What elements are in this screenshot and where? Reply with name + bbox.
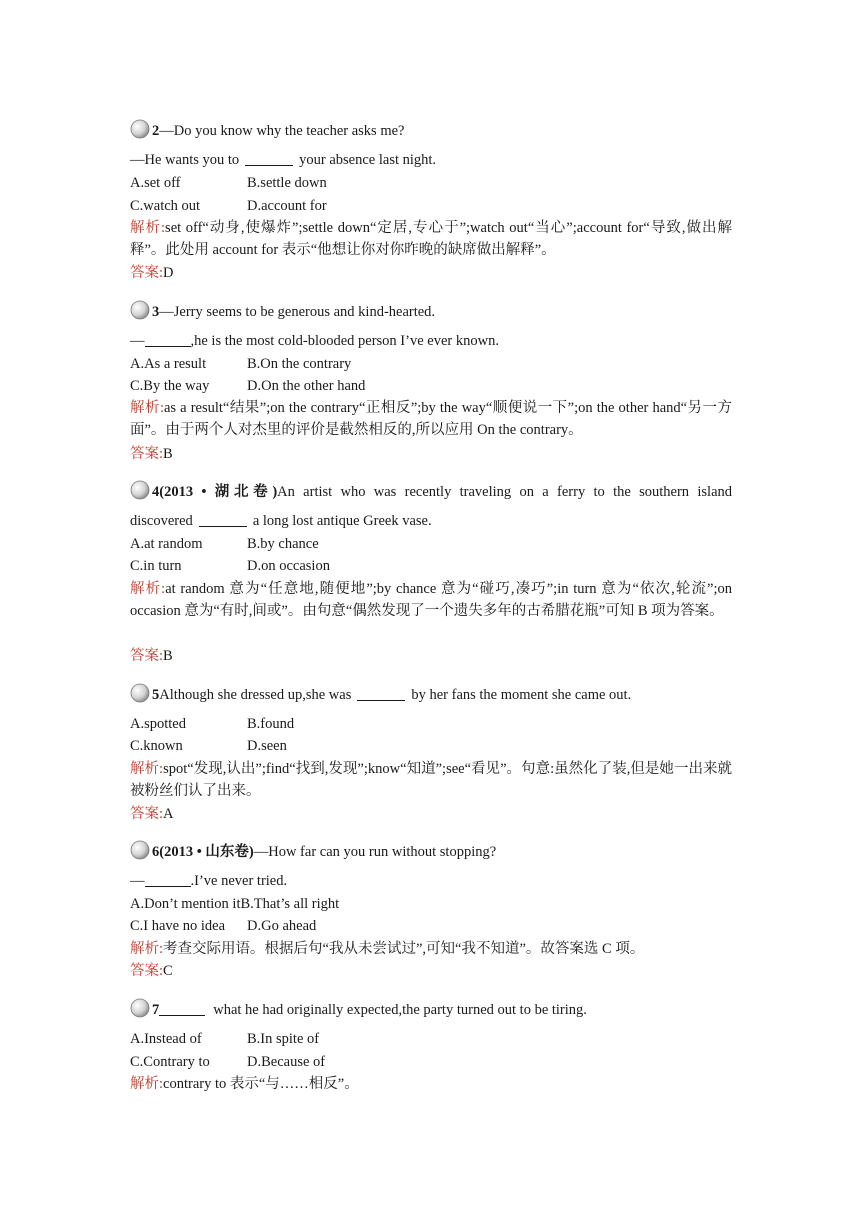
analysis-label: 解析: bbox=[130, 581, 166, 597]
answer-value: D bbox=[163, 265, 174, 281]
analysis-label: 解析: bbox=[130, 761, 164, 777]
analysis-label: 解析: bbox=[130, 220, 166, 236]
analysis-label: 解析: bbox=[130, 941, 164, 957]
question-2-stem bbox=[130, 119, 732, 142]
option-c: C.I have no idea bbox=[130, 918, 226, 934]
question-number: 4 bbox=[152, 484, 160, 500]
analysis-text: spot“发现,认出”;find“找到,发现”;know“知道”;see“看见”。句意:虽然化了装,但是她一出来就被粉丝们认了出来。 bbox=[130, 761, 732, 799]
option-c: C.known bbox=[130, 738, 183, 754]
question-marker-icon bbox=[130, 300, 150, 320]
analysis-text: at random 意为“任意地,随便地”;by chance 意为“碰巧,凑巧”;in turn 意为“依次,轮流”;on occasion 意为“有时,间或”。由句意“偶然发现了一个遗失多年的古希腊花瓶”可知 B 项为答案。 bbox=[130, 581, 733, 619]
option-d: D.On the other hand bbox=[247, 378, 366, 394]
option-c: C.By the way bbox=[130, 378, 210, 394]
question-marker-icon bbox=[130, 998, 150, 1018]
option-d: D.account for bbox=[247, 198, 327, 214]
question-6-options-row1 bbox=[130, 893, 732, 915]
option-a: A.Don’t mention it bbox=[130, 896, 241, 912]
question-5-options-row1 bbox=[130, 713, 732, 735]
answer-value: B bbox=[163, 446, 173, 462]
question-5-stem: 5Although she dressed up,she was by her fans the moment she came out. bbox=[130, 683, 732, 706]
option-b: B.by chance bbox=[247, 536, 319, 552]
question-2-options-row1 bbox=[130, 172, 732, 194]
answer-label: 答案: bbox=[130, 648, 164, 664]
question-source: (2013 • 山东卷) bbox=[159, 844, 254, 860]
question-source: (2013 • 湖北卷) bbox=[159, 484, 278, 500]
answer-blank bbox=[245, 151, 293, 166]
question-number: 5 bbox=[152, 687, 160, 703]
answer-label: 答案: bbox=[130, 265, 164, 281]
option-b: B.In spite of bbox=[247, 1031, 320, 1047]
answer-value: B bbox=[163, 648, 173, 664]
answer-blank bbox=[357, 686, 405, 701]
question-4-answer bbox=[130, 645, 732, 667]
analysis-text: 考查交际用语。根据后句“我从未尝试过”,可知“我不知道”。故答案选 C 项。 bbox=[163, 941, 645, 957]
answer-blank bbox=[159, 1001, 205, 1016]
question-number: 3 bbox=[152, 304, 160, 320]
question-4-stem bbox=[130, 480, 732, 503]
answer-value: C bbox=[163, 963, 173, 979]
question-marker-icon bbox=[130, 119, 150, 139]
analysis-label: 解析: bbox=[130, 1076, 164, 1092]
option-a: A.spotted bbox=[130, 716, 186, 732]
option-b: B.That’s all right bbox=[240, 896, 340, 912]
question-7-analysis bbox=[130, 1073, 732, 1095]
question-4-analysis bbox=[130, 578, 732, 622]
option-b: B.On the contrary bbox=[247, 356, 352, 372]
analysis-text: as a result“结果”;on the contrary“正相反”;by the way“顺便说一下”;on the other hand“另一方面”。由于两个人对杰里的评价是截然相反的,所以应用 On the contrary。 bbox=[130, 400, 732, 438]
stem-text: —Do you know why the teacher asks me? bbox=[159, 123, 405, 139]
question-2-analysis bbox=[130, 217, 732, 261]
question-3-line2: — ,he is the most cold-blooded person I’ve ever known. bbox=[130, 333, 499, 349]
answer-label: 答案: bbox=[130, 446, 164, 462]
answer-blank bbox=[145, 872, 191, 887]
question-3-answer bbox=[130, 443, 732, 465]
question-3-options-row1 bbox=[130, 353, 732, 375]
option-c: C.in turn bbox=[130, 558, 182, 574]
question-7-stem: 7 what he had originally expected,the party turned out to be tiring. bbox=[130, 998, 732, 1021]
question-4-options-row1 bbox=[130, 533, 732, 555]
question-marker-icon bbox=[130, 840, 150, 860]
question-marker-icon bbox=[130, 480, 150, 500]
answer-blank bbox=[145, 332, 191, 347]
question-6-line2: — .I’ve never tried. bbox=[130, 873, 288, 889]
question-2-line2: —He wants you to your absence last night. bbox=[130, 152, 437, 168]
stem-text: An artist who was recently traveling on a ferry to the southern island bbox=[277, 484, 732, 500]
question-4-line2: discovered a long lost antique Greek vase. bbox=[130, 513, 432, 529]
option-d: D.Because of bbox=[247, 1054, 326, 1070]
option-a: A.at random bbox=[130, 536, 203, 552]
question-number: 6 bbox=[152, 844, 160, 860]
question-number: 7 bbox=[152, 1002, 160, 1018]
question-2-answer bbox=[130, 262, 732, 284]
option-b: B.settle down bbox=[247, 175, 327, 191]
question-3-stem bbox=[130, 300, 732, 323]
analysis-label: 解析: bbox=[130, 400, 164, 416]
stem-text: —Jerry seems to be generous and kind-hearted. bbox=[159, 304, 436, 320]
option-c: C.Contrary to bbox=[130, 1054, 210, 1070]
question-6-stem bbox=[130, 840, 732, 863]
question-7-options-row1 bbox=[130, 1028, 732, 1050]
question-3-options-row2 bbox=[130, 375, 732, 397]
option-c: C.watch out bbox=[130, 198, 201, 214]
answer-value: A bbox=[163, 806, 174, 822]
stem-text: —How far can you run without stopping? bbox=[253, 844, 497, 860]
option-a: A.As a result bbox=[130, 356, 207, 372]
question-5-options-row2 bbox=[130, 735, 732, 757]
option-d: D.Go ahead bbox=[247, 918, 317, 934]
question-7-options-row2 bbox=[130, 1051, 732, 1073]
option-d: D.on occasion bbox=[247, 558, 330, 574]
question-4-options-row2 bbox=[130, 555, 732, 577]
option-b: B.found bbox=[247, 716, 295, 732]
answer-blank bbox=[199, 512, 247, 527]
question-5-answer bbox=[130, 803, 732, 825]
option-a: A.set off bbox=[130, 175, 181, 191]
analysis-text: set off“动身,使爆炸”;settle down“定居,专心于”;watch out“当心”;account for“导致,做出解释”。此处用 account for 表示“他想让你对你昨晚的缺席做出解释”。 bbox=[130, 220, 732, 258]
option-d: D.seen bbox=[247, 738, 287, 754]
answer-label: 答案: bbox=[130, 806, 164, 822]
option-a: A.Instead of bbox=[130, 1031, 202, 1047]
answer-label: 答案: bbox=[130, 963, 164, 979]
question-2-options-row2 bbox=[130, 195, 732, 217]
question-marker-icon bbox=[130, 683, 150, 703]
question-number: 2 bbox=[152, 123, 160, 139]
question-5-analysis bbox=[130, 758, 732, 802]
analysis-text: contrary to 表示“与……相反”。 bbox=[163, 1076, 359, 1092]
question-6-analysis bbox=[130, 938, 732, 960]
question-6-options-row2 bbox=[130, 915, 732, 937]
question-3-analysis bbox=[130, 397, 732, 441]
question-6-answer bbox=[130, 960, 732, 982]
